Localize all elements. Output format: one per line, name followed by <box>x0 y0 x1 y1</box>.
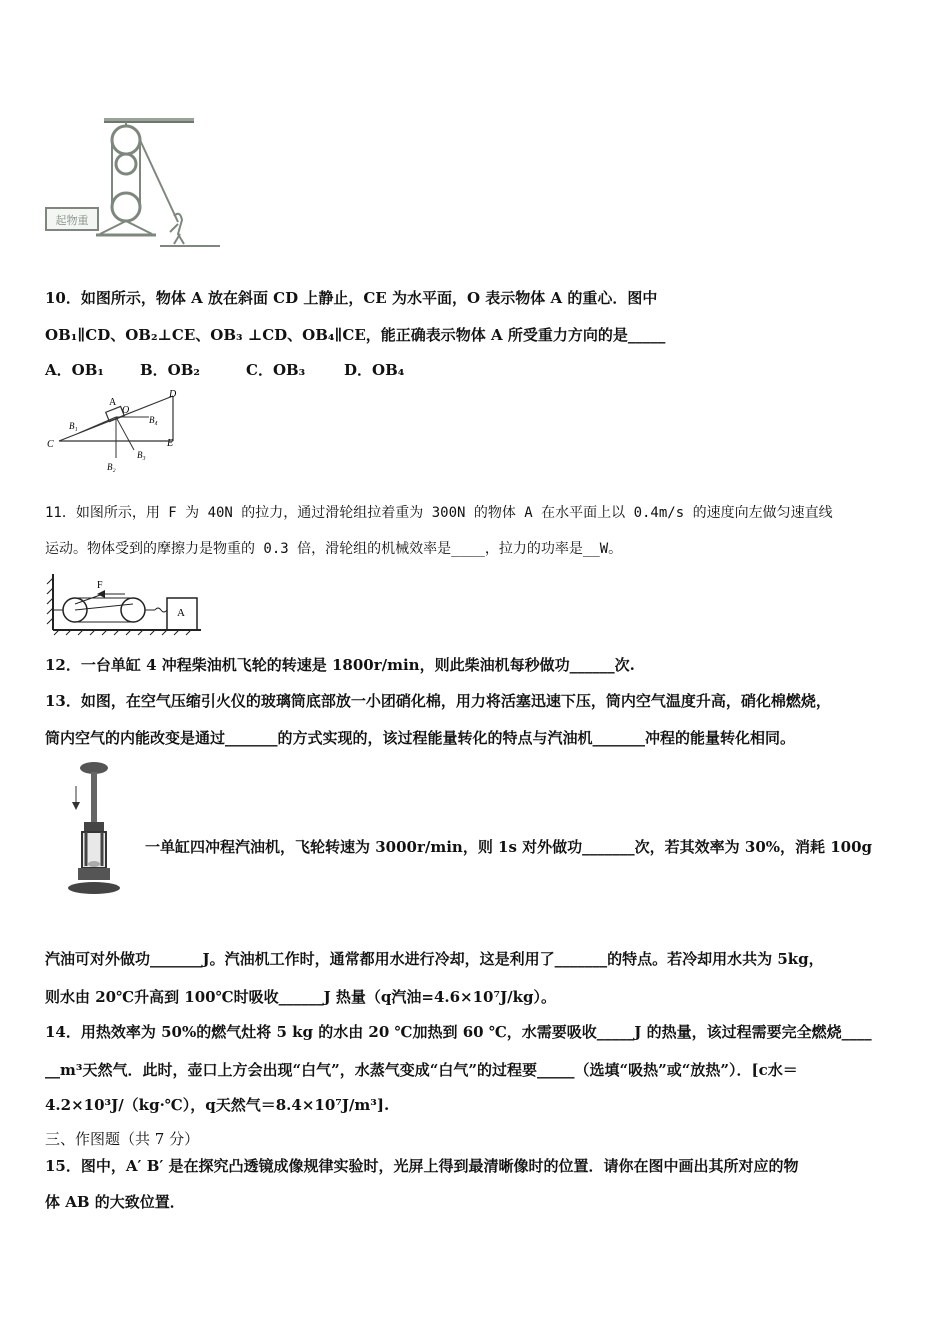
q15-line1: 15．图中，A′ B′ 是在探究凸透镜成像规律实验时，光屏上得到最清晰像时的位置．请你在图中画出其所对应的物 <box>45 1157 799 1175</box>
q12-line1: 12．一台单缸 4 冲程柴油机飞轮的转速是 1800r/min，则此柴油机每秒做功______次. <box>45 656 635 674</box>
q10-option-b: B．OB₂ <box>140 361 200 379</box>
label-f: F <box>97 580 103 591</box>
label-a: A <box>109 397 117 408</box>
pulley-block-figure <box>45 570 205 636</box>
q10-line2: OB₁∥CD、OB₂⊥CE、OB₃ ⊥CD、OB₄∥CE，能正确表示物体 A 所受重力方向的是_____ <box>45 326 666 344</box>
middle-pulley <box>116 154 136 174</box>
label-block-a: A <box>177 607 185 619</box>
weight-label: 起物重 <box>55 215 89 227</box>
moving-pulley <box>121 598 145 622</box>
q13-line3: 汽油可对外做功_______J。汽油机工作时，通常都用水进行冷却，这是利用了_______的特点。若冷却用水共为 5kg， <box>45 950 824 968</box>
bottom-pulley <box>112 193 140 221</box>
incline-figure <box>45 386 195 476</box>
base <box>68 882 120 894</box>
q13-line2: 筒内空气的内能改变是通过_______的方式实现的，该过程能量转化的特点与汽油机_______冲程的能量转化相同。 <box>45 729 796 747</box>
pull-rope <box>140 140 178 222</box>
label-b3: B₃ <box>137 450 146 460</box>
force-arrow <box>97 590 105 598</box>
q10-option-a: A．OB₁ <box>45 361 104 379</box>
label-e: E <box>167 438 174 449</box>
label-b2: B₂ <box>107 462 116 472</box>
nitrocellulose <box>88 861 100 867</box>
label-b1: B₁ <box>69 421 78 431</box>
air-compression-igniter-figure <box>62 760 132 900</box>
q14-line2: __m³天然气．此时，壶口上方会出现“白气”，水蒸气变成“白气”的过程要_____（选填“吸热”或“放热”）．[c水＝ <box>45 1061 798 1079</box>
q13-line1: 13．如图，在空气压缩引火仪的玻璃筒底部放一小团硝化棉，用力将活塞迅速下压，筒内空气温度升高，硝化棉燃烧， <box>45 692 831 710</box>
q11-line1: 11．如图所示，用 F 为 40N 的拉力，通过滑轮组拉着重为 300N 的物体 A 在水平面上以 0.4m/s 的速度向左做匀速直线 <box>45 505 833 521</box>
press-arrow <box>72 802 80 810</box>
section-title: 三、作图题（共 7 分） <box>45 1130 200 1148</box>
piston-rod <box>91 772 97 830</box>
q10-option-d: D．OB₄ <box>344 361 405 379</box>
q10-option-c: C．OB₃ <box>246 361 306 379</box>
q11-line2: 运动。物体受到的摩擦力是物重的 0.3 倍，滑轮组的机械效率是____，拉力的功率是__W。 <box>45 541 623 557</box>
label-b4: B₄ <box>149 415 158 425</box>
label-c: C <box>47 439 54 450</box>
q14-line3: 4.2×10³J/（kg·℃），q天然气＝8.4×10⁷J/m³]. <box>45 1096 390 1114</box>
pulley-figure <box>40 112 230 252</box>
q13-side-text: 一单缸四冲程汽油机，飞轮转速为 3000r/min，则 1s 对外做功_______次，若其效率为 30%，消耗 100g <box>145 838 873 856</box>
label-o: O <box>122 405 130 416</box>
q13-line4: 则水由 20℃升高到 100℃时吸收______J 热量（q汽油=4.6×10⁷J/kg）。 <box>45 988 557 1006</box>
label-d: D <box>169 389 177 400</box>
top-pulley <box>112 126 140 154</box>
q14-line1: 14．用热效率为 50%的燃气灶将 5 kg 的水由 20 ℃加热到 60 ℃，水需要吸收_____J 的热量，该过程需要完全燃烧____ <box>45 1023 872 1041</box>
q15-line2: 体 AB 的大致位置． <box>45 1193 185 1211</box>
q10-line1: 10．如图所示，物体 A 放在斜面 CD 上静止，CE 为水平面，O 表示物体 A 的重心．图中 <box>45 289 658 307</box>
